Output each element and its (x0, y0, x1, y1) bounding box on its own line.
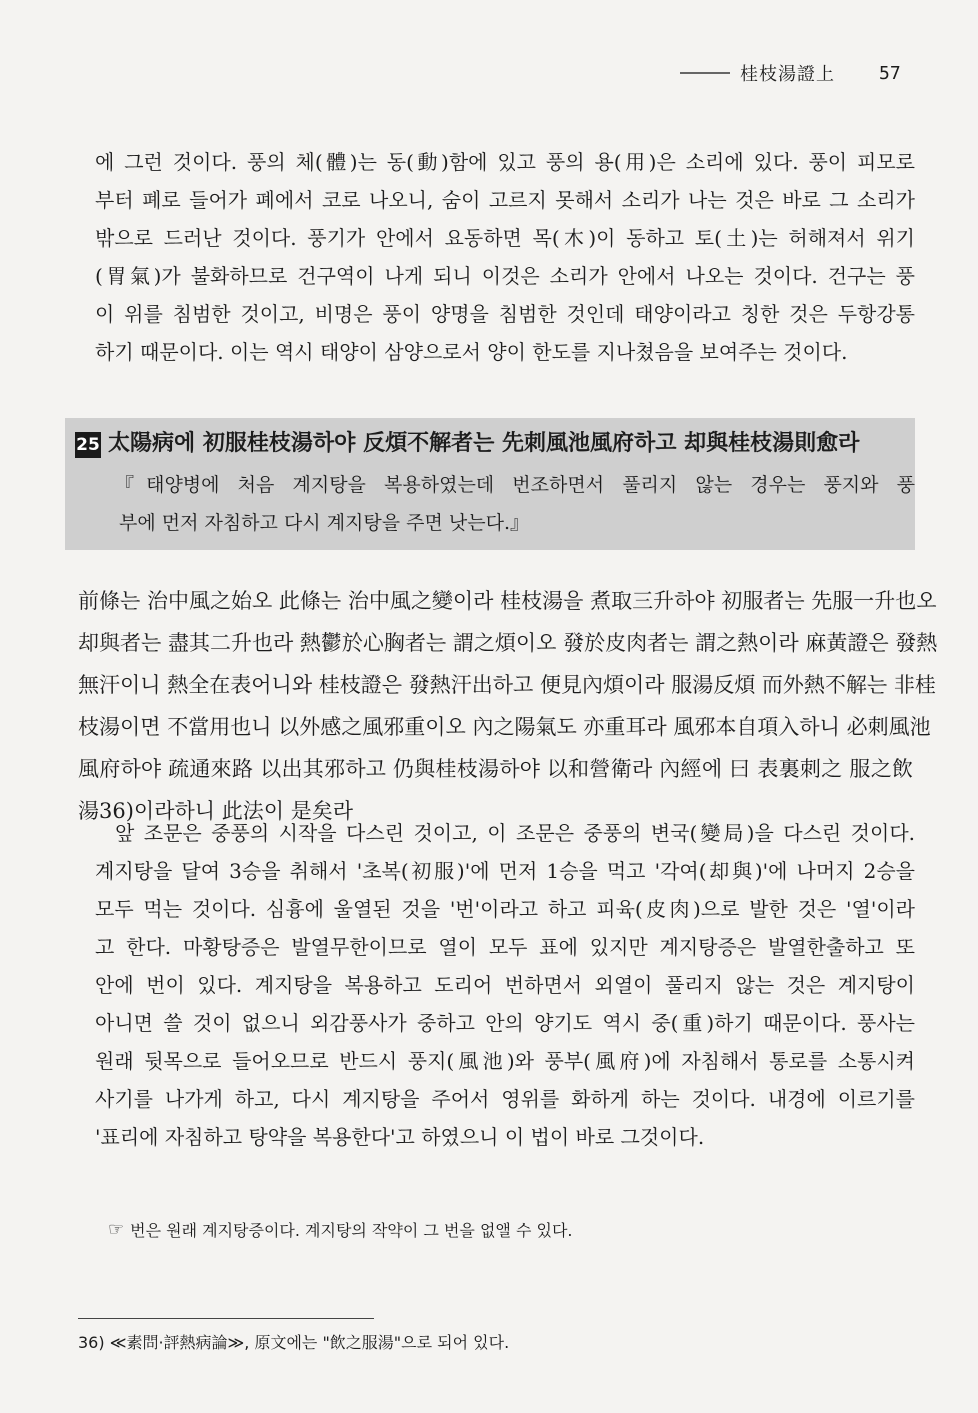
text-line: 앞 조문은 중풍의 시작을 다스린 것이고, 이 조문은 중풍의 변국(變局)을 다스린 것이다. (115, 821, 915, 845)
pointing-hand-icon: ☞ (108, 1219, 125, 1240)
commentary-line: 枝湯이면 不當用也니 以外感之風邪重이오 內之陽氣도 亦重耳라 風邪本自項入하니 必刺風池 (78, 715, 931, 739)
note-text: 번은 원래 계지탕증이다. 계지탕의 작약이 그 번을 없앨 수 있다. (130, 1221, 573, 1240)
footnote: 36) ≪素問·評熱病論≫, 原文에는 "飲之服湯"으로 되어 있다. (78, 1333, 510, 1352)
text-line: 모두 먹는 것이다. 심흉에 울열된 것을 '번'이라고 하고 피육(皮肉)으로 발한 것은 '열'이라 (95, 897, 915, 921)
commentary-line: 却與者는 盡其二升也라 熱鬱於心胸者는 謂之煩이오 發於皮肉者는 謂之熱이라 麻黃證은 發熱 (78, 631, 938, 655)
paragraph-2 (95, 814, 915, 1156)
running-header (680, 58, 940, 88)
classical-commentary (78, 580, 938, 832)
article-heading: 太陽病에 初服桂枝湯하야 反煩不解者는 先刺風池風府하고 却與桂枝湯則愈라 (108, 430, 860, 456)
article-translation (115, 466, 915, 542)
text-line: '표리에 자침하고 탕약을 복용한다'고 하였으니 이 법이 바로 그것이다. (95, 1125, 705, 1149)
text-line: 원래 뒷목으로 들어오므로 반드시 풍지(風池)와 풍부(風府)에 자침해서 통로를 소통시켜 (95, 1049, 915, 1073)
text-line: 에 그런 것이다. 풍의 체(體)는 동(動)함에 있고 풍의 용(用)은 소리에 있다. 풍이 피모로 (95, 150, 915, 174)
commentary-line: 風府하야 疏通來路 以出其邪하고 仍與桂枝湯하야 以和營衛라 內經에 曰 表裏刺之 服之飲 (78, 757, 913, 781)
text-line: 하기 때문이다. 이는 역시 태양이 삼양으로서 양이 한도를 지나쳤음을 보여주는 것이다. (95, 340, 848, 364)
side-note (108, 1218, 573, 1241)
commentary-line: 前條는 治中風之始오 此條는 治中風之變이라 桂枝湯을 煮取三升하야 初服者는 先服一升也오 (78, 589, 937, 613)
text-line: 고 한다. 마황탕증은 발열무한이므로 열이 모두 표에 있지만 계지탕증은 발열한출하고 또 (95, 935, 915, 959)
commentary-line: 無汗이니 熱全在表어니와 桂枝證은 發熱汗出하고 便見內煩이라 服湯反煩 而外熱不解는 非桂 (78, 673, 936, 697)
chapter-title: 桂枝湯證上 (740, 64, 835, 85)
text-line: 부터 폐로 들어가 폐에서 코로 나오니, 숨이 고르지 못해서 소리가 나는 것은 바로 그 소리가 (95, 188, 915, 212)
text-line: 아니면 쓸 것이 없으니 외감풍사가 중하고 안의 양기도 역시 중(重)하기 때문이다. 풍사는 (95, 1011, 915, 1035)
article-number: 25 (75, 432, 101, 458)
text-line: 이 위를 침범한 것이고, 비명은 풍이 양명을 침범한 것인데 태양이라고 칭한 것은 두항강통 (95, 302, 915, 326)
text-line: (胃氣)가 불화하므로 건구역이 나게 되니 이것은 소리가 안에서 나오는 것이다. 건구는 풍 (95, 264, 915, 288)
text-line: 밖으로 드러난 것이다. 풍기가 안에서 요동하면 목(木)이 동하고 토(土)는 허해져서 위기 (95, 226, 915, 250)
text-line: 안에 번이 있다. 계지탕을 복용하고 도리어 번하면서 외열이 풀리지 않는 것은 계지탕이 (95, 973, 915, 997)
commentary-line: 湯36)이라하니 此法이 是矣라 (78, 799, 353, 823)
text-line: 사기를 나가게 하고, 다시 계지탕을 주어서 영위를 화하게 하는 것이다. 내경에 이르기를 (95, 1087, 915, 1111)
text-line: 계지탕을 달여 3승을 취해서 '초복(初服)'에 먼저 1승을 먹고 '각여(却與)'에 나머지 2승을 (95, 859, 915, 883)
translation-line: 『태양병에 처음 계지탕을 복용하였는데 번조하면서 풀리지 않는 경우는 풍지와 풍 (115, 474, 915, 496)
footnote-rule (78, 1318, 374, 1319)
paragraph-1 (95, 143, 915, 371)
page-number: 57 (879, 62, 901, 84)
header-rule (680, 72, 730, 74)
translation-line: 부에 먼저 자침하고 다시 계지탕을 주면 낫는다.』 (119, 512, 530, 534)
